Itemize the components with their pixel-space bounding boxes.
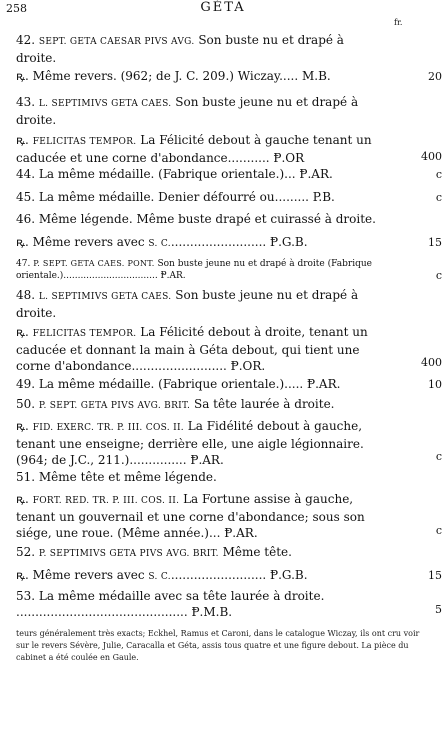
catalogue-entry: [16, 32, 382, 66]
entry-text: 51. Même tête et même légende.: [16, 470, 217, 484]
entry-text: 43.: [16, 95, 39, 109]
catalogue-entry: [16, 234, 382, 252]
coin-legend: P. SEPTIMIVS GETA PIVS AVG. BRIT.: [38, 549, 219, 559]
entry-text: ꝶ. Même revers avec: [16, 235, 149, 249]
entry-text: Son buste nu et drapé à droite.: [16, 33, 344, 65]
price-value: 10: [428, 378, 442, 391]
entry-text: ꝶ.: [16, 419, 33, 433]
running-head: GÉTA: [200, 0, 246, 15]
entry-text: 50.: [16, 397, 39, 411]
price-value: 15: [428, 569, 442, 582]
catalogue-entry: [16, 544, 382, 562]
catalogue-entry: [16, 396, 382, 414]
entry-text: ......................... Ᵽ.G.B.: [170, 235, 308, 249]
price-value: 5: [435, 603, 442, 616]
catalogue-entry: [16, 132, 382, 166]
entry-text: 49. La même médaille. (Fabrique orientale.)..... Ᵽ.AR.: [16, 377, 341, 391]
entry-text: 44. La même médaille. (Fabrique orientale.)... Ᵽ.AR.: [16, 167, 333, 181]
entry-text: Son buste jeune nu et drapé à droite.: [16, 288, 359, 320]
coin-legend: FELICITAS TEMPOR.: [32, 137, 137, 147]
catalogue-entry: [16, 588, 382, 620]
entry-text: Son buste jeune nu et drapé à droite.: [16, 95, 359, 127]
entry-text: La Félicité debout à gauche tenant un caducée et une corne d'abondance........... Ᵽ.OR: [16, 133, 372, 165]
entry-text: 45. La même médaille. Denier défourré ou......... P.B.: [16, 190, 335, 204]
price-value: 400: [421, 150, 442, 163]
entry-text: 46. Même légende. Même buste drapé et cuirassé à droite.: [16, 212, 376, 226]
coin-legend: P. SEPT. GETA PIVS AVG. BRIT.: [38, 401, 191, 411]
entry-text: 47.: [16, 259, 34, 269]
entry-text: Même tête.: [218, 545, 292, 559]
catalogue-entry: [16, 376, 382, 392]
coin-legend: P. SEPT. GETA CAES. PONT.: [33, 259, 155, 268]
footnote: teurs généralement très exacts; Eckhel, Ramus et Caroni, dans le catalogue Wiczay, ils ont cru voir sur le revers Sévère, Julie, Caracalla et Géta, assis tous quatre et une figure debout. La pièce du cabinet a été coulée en Gaule.: [16, 629, 420, 662]
price-value: c: [435, 168, 442, 181]
entry-text: Son buste jeune nu et drapé à droite (Fabrique orientale.)................................. Ᵽ.AR.: [16, 259, 372, 281]
coin-legend: FELICITAS TEMPOR.: [32, 329, 137, 339]
catalogue-entry: [16, 287, 382, 321]
price-value: 400: [421, 356, 442, 369]
price-value: c: [435, 269, 442, 282]
catalogue-entry: [16, 491, 382, 541]
entry-text: 42.: [16, 33, 39, 47]
entry-text: La Fortune assise à gauche, tenant un gouvernail et une corne d'abondance; sous son siége, une roue. (Même année.)... Ᵽ.AR.: [16, 492, 365, 540]
catalogue-entry: [16, 189, 382, 205]
catalogue-entry: [16, 166, 382, 182]
coin-legend: SEPT. GETA CAESAR PIVS AVG.: [38, 37, 195, 47]
entry-text: ꝶ.: [16, 325, 33, 339]
price-value: c: [435, 450, 442, 463]
coin-legend: S. C.: [148, 239, 171, 249]
entry-text: ꝶ.: [16, 492, 33, 506]
entry-text: ꝶ. Même revers. (962; de J. C. 209.) Wiczay..... M.B.: [16, 69, 331, 83]
price-value: 20: [428, 70, 442, 83]
coin-legend: L. SEPTIMIVS GETA CAES.: [38, 292, 172, 302]
coin-legend: FORT. RED. TR. P. III. COS. II.: [32, 496, 180, 506]
coin-legend: S. C.: [148, 572, 171, 582]
catalogue-entry: [16, 418, 382, 468]
catalogue-entry: [16, 567, 382, 585]
entry-text: ......................... Ᵽ.G.B.: [170, 568, 308, 582]
coin-legend: FID. EXERC. TR. P. III. COS. II.: [32, 423, 184, 433]
catalogue-entry: [16, 211, 382, 227]
catalogue-entry: [16, 68, 382, 84]
entry-text: Sa tête laurée à droite.: [190, 397, 335, 411]
catalogue-entry: [16, 469, 382, 485]
price-column-heading: fr.: [394, 18, 403, 27]
entry-text: La Félicité debout à droite, tenant un caducée et donnant la main à Géta debout, qui tient une corne d'abondance......................... Ᵽ.OR.: [16, 325, 368, 373]
catalogue-entry: [16, 258, 382, 282]
entry-text: ꝶ. Même revers avec: [16, 568, 149, 582]
coin-legend: L. SEPTIMIVS GETA CAES.: [38, 99, 172, 109]
entry-text: La Fidélité debout à gauche, tenant une enseigne; derrière elle, une aigle légionnaire. (964; de J.C., 211.)............... Ᵽ.AR.: [16, 419, 364, 467]
price-value: 15: [428, 236, 442, 249]
price-value: c: [435, 191, 442, 204]
catalogue-entry: [16, 94, 382, 128]
entry-text: ꝶ.: [16, 133, 33, 147]
entry-text: 52.: [16, 545, 39, 559]
entry-text: 53. La même médaille avec sa tête laurée à droite. ............................................. Ᵽ.M.B.: [16, 589, 325, 619]
entry-text: 48.: [16, 288, 39, 302]
catalogue-entry: [16, 324, 382, 374]
price-value: c: [435, 524, 442, 537]
page-number: 258: [6, 2, 27, 15]
